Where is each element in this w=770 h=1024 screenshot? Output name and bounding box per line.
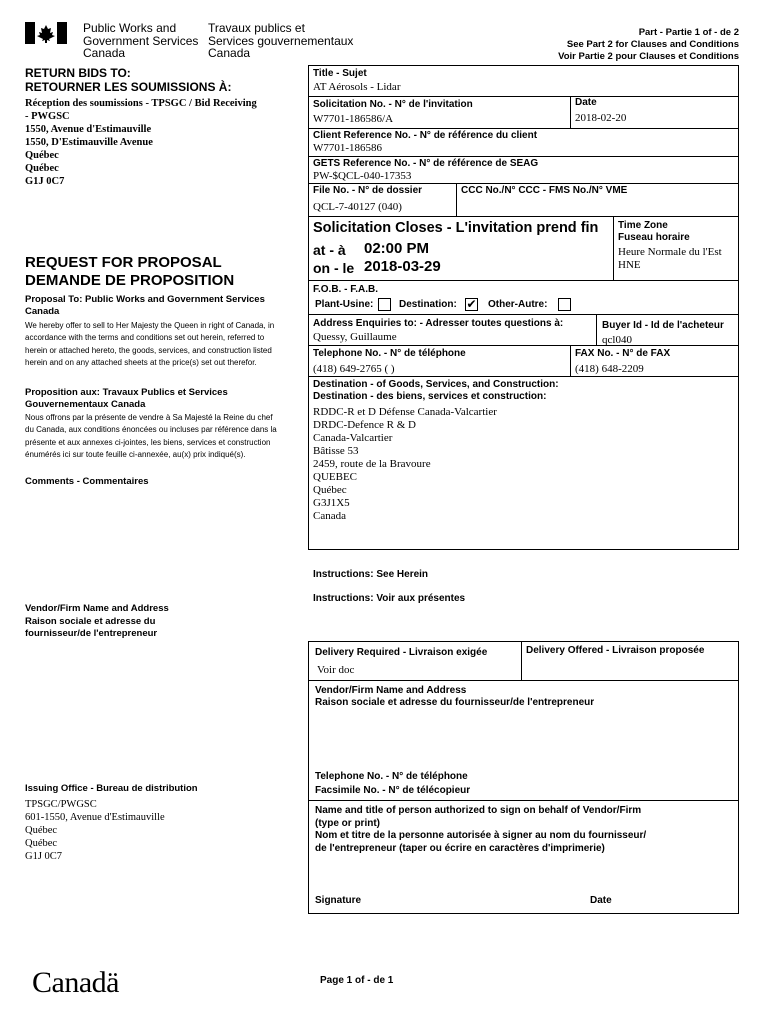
divider [456, 183, 457, 216]
see-part-fr: Voir Partie 2 pour Clauses et Conditions [558, 51, 739, 62]
fax-label: FAX No. - N° de FAX [575, 348, 671, 359]
time-zone-label-en: Time Zone [618, 220, 668, 231]
proposition-text: Nous offrons par la présente de vendre à Sa Majesté la Reine du chef du Canada, aux conditions énoncées ou incluses par référence dans la présente et aux annexes ci-jointes, les biens, services et construction énumérés ici sur toute feuille ci-annexée, au(x) prix indiqué(s). [25, 413, 277, 460]
request-title-en: REQUEST FOR PROPOSAL [25, 254, 222, 271]
address-enquiries-label: Address Enquiries to: - Adresser toutes questions à: [313, 318, 564, 329]
see-part-en: See Part 2 for Clauses and Conditions [566, 39, 739, 50]
divider [308, 345, 739, 346]
proposal-to-text: We hereby offer to sell to Her Majesty the Queen in right of Canada, in accordance with the terms and conditions set out herein, referred to herein or attached hereto, the goods, services, and construction listed herein and on any attached sheets at the price(s) set out therefor. [25, 321, 275, 368]
time-zone-label [618, 220, 690, 244]
checkmark-icon: ✔ [466, 297, 477, 311]
buyer-id-value: qcl040 [602, 334, 632, 346]
part-line: Part - Partie 1 of - de 2 [638, 27, 739, 38]
vendor-firm-label-fr: Raison sociale et adresse du fournisseur/de l'entrepreneur [315, 697, 595, 708]
divider [308, 680, 739, 681]
return-bids-title-fr: RETOURNER LES SOUMISSIONS À: [25, 80, 232, 94]
instructions-fr: Instructions: Voir aux présentes [313, 593, 466, 604]
destination-label-en: Destination - of Goods, Services, and Construction: [313, 379, 559, 390]
divider [308, 280, 739, 281]
proposition-label: Proposition aux: Travaux Publics et Services Gouvernementaux Canada [25, 387, 228, 410]
on-label: on - le [313, 260, 355, 276]
issuing-office-label: Issuing Office - Bureau de distribution [25, 783, 198, 794]
ccc-no-label: CCC No./N° CCC - FMS No./N° VME [461, 185, 628, 196]
delivery-required-value: Voir doc [317, 664, 355, 676]
return-bids-heading [25, 66, 231, 94]
telephone-label: Telephone No. - N° de téléphone [313, 348, 466, 359]
destination-checkbox[interactable] [465, 298, 478, 311]
closing-date-value: 2018-03-29 [364, 258, 441, 275]
vendor-telephone-label: Telephone No. - N° de téléphone [315, 771, 468, 782]
other-autre-checkbox[interactable] [558, 298, 571, 311]
request-title-fr: DEMANDE DE PROPOSITION [25, 272, 235, 289]
solicitation-label: Solicitation No. - N° de l'invitation [313, 99, 473, 110]
divider [308, 216, 739, 217]
authorized-signer-label: Name and title of person authorized to sign on behalf of Vendor/Firm (type or print) Nom et titre de la personne autorisée à signer au nom du fournisseur/ de l'entrepreneur (taper ou écrire en caractères d'imprimerie) [315, 805, 647, 854]
vendor-firm-label-left: Vendor/Firm Name and Address Raison sociale et adresse du fournisseur/de l'entrepreneur [25, 603, 169, 639]
divider [596, 314, 597, 345]
divider [570, 345, 571, 376]
closing-time-value: 02:00 PM [364, 240, 430, 257]
department-name-fr [208, 22, 353, 60]
plant-usine-label: Plant-Usine: [315, 299, 374, 310]
dept-en-line-1: Public Works and [83, 21, 177, 35]
issuing-office-address: TPSGC/PWGSC 601-1550, Avenue d'Estimauville Québec Québec G1J 0C7 [25, 799, 165, 862]
address-enquiries-value: Quessy, Guillaume [313, 331, 397, 343]
vendor-firm-label-en: Vendor/Firm Name and Address [315, 685, 467, 696]
delivery-required-label: Delivery Required - Livraison exigée [315, 647, 488, 658]
vendor-firm-field[interactable] [310, 712, 737, 767]
page-number: Page 1 of - de 1 [320, 975, 394, 986]
title-label: Title - Sujet [313, 68, 367, 79]
proposal-to-label: Proposal To: Public Works and Government Services Canada [25, 294, 265, 317]
canada-wordmark [32, 966, 119, 1000]
vendor-firm-label [315, 685, 594, 709]
date-value: 2018-02-20 [575, 112, 627, 124]
divider [308, 376, 739, 377]
time-zone-value: Heure Normale du l'Est HNE [618, 246, 722, 271]
solicitation-value: W7701-186586/A [313, 113, 394, 125]
canada-flag-logo [25, 22, 67, 44]
closes-label: Solicitation Closes - L'invitation prend fin [313, 220, 599, 236]
delivery-offered-field[interactable] [522, 660, 737, 678]
return-bids-address: Réception des soumissions - TPSGC / Bid Receiving - PWGSC 1550, Avenue d'Estimauville 1550, D'Estimauville Avenue Québec Québec G1J 0C7 [25, 98, 257, 187]
file-no-value: QCL-7-40127 (040) [313, 201, 402, 213]
comments-label: Comments - Commentaires [25, 476, 149, 487]
divider [308, 314, 739, 315]
return-bids-title-en: RETURN BIDS TO: [25, 66, 131, 80]
destination-label-fr: Destination - des biens, services et construction: [313, 391, 547, 402]
gets-ref-label: GETS Reference No. - N° de référence de SEAG [313, 158, 539, 169]
telephone-value: (418) 649-2765 ( ) [313, 363, 395, 375]
other-autre-label: Other-Autre: [488, 299, 548, 310]
title-value: AT Aérosols - Lidar [313, 81, 401, 93]
plant-usine-checkbox[interactable] [378, 298, 391, 311]
date-label: Date [575, 97, 597, 108]
destination-address: RDDC-R et D Défense Canada-Valcartier DRDC-Defence R & D Canada-Valcartier Bâtisse 53 2459, route de la Bravoure QUEBEC Québec G3J1X5 Canada [313, 406, 497, 522]
gets-ref-value: PW-$QCL-040-17353 [313, 170, 412, 182]
destination-checkbox-label: Destination: [399, 299, 457, 310]
divider [308, 96, 739, 97]
dept-fr-line-2: Services gouvernementaux [208, 33, 354, 48]
divider [308, 156, 739, 157]
divider [308, 128, 739, 129]
authorized-signer-field[interactable] [310, 860, 737, 890]
department-name-en [83, 22, 198, 60]
client-ref-label: Client Reference No. - N° de référence du client [313, 130, 538, 141]
part-indicator [558, 27, 739, 63]
signature-label: Signature [315, 895, 362, 906]
dept-fr-line-3: Canada [208, 46, 251, 60]
client-ref-value: W7701-186586 [313, 142, 383, 154]
request-title [25, 254, 234, 290]
file-no-label: File No. - N° de dossier [313, 185, 423, 196]
signature-date-label: Date [590, 895, 612, 906]
divider [308, 800, 739, 801]
dept-en-line-2: Government Services [83, 33, 199, 48]
dept-en-line-3: Canada [83, 46, 126, 60]
divider [308, 183, 739, 184]
time-zone-label-fr: Fuseau horaire [618, 232, 690, 243]
divider [570, 96, 571, 128]
vendor-facsimile-label: Facsimile No. - N° de télécopieur [315, 785, 471, 796]
destination-label [313, 379, 559, 403]
fax-value: (418) 648-2209 [575, 363, 644, 375]
instructions-en: Instructions: See Herein [313, 569, 429, 580]
fob-label: F.O.B. - F.A.B. [313, 284, 378, 295]
divider [613, 216, 614, 280]
dept-fr-line-1: Travaux publics et [208, 21, 305, 35]
buyer-id-label: Buyer Id - Id de l'acheteur [602, 320, 724, 331]
maple-leaf-flag-icon [25, 22, 67, 44]
canada-wordmark-text: Canadä [32, 966, 119, 999]
at-label: at - à [313, 242, 346, 258]
delivery-offered-label: Delivery Offered - Livraison proposée [526, 645, 705, 656]
